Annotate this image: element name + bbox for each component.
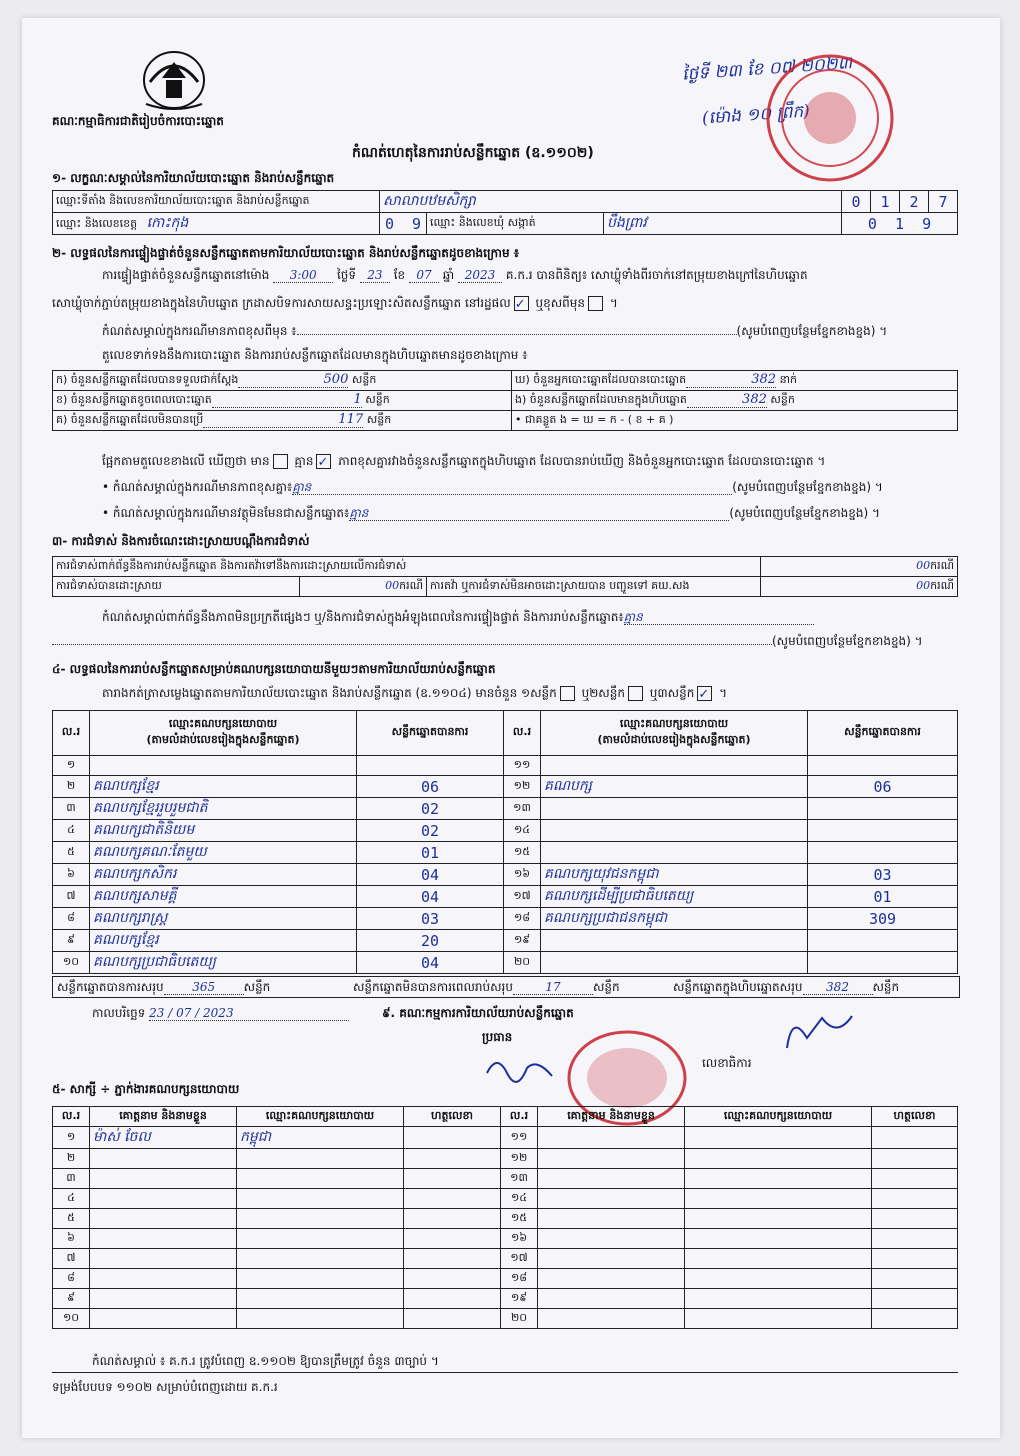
party-votes: 03 xyxy=(808,864,958,886)
party-votes: 01 xyxy=(357,842,504,864)
table-row xyxy=(53,1189,958,1209)
party-name xyxy=(541,930,808,952)
fig-d: ឃ) ចំនួនអ្នកបោះឆ្នោតដែលបានបោះឆ្នោត 382 នាក់ xyxy=(512,371,958,391)
witness-signature xyxy=(872,1149,958,1169)
party-votes xyxy=(808,820,958,842)
table-row xyxy=(53,930,958,952)
results-table xyxy=(52,710,958,974)
witness-signature xyxy=(404,1127,501,1149)
commune-label: ឈ្មោះ និងលេខឃុំ សង្កាត់ xyxy=(427,213,604,235)
row-no: ១៦ xyxy=(501,1229,538,1249)
party-name: គណបក្សកសិករ xyxy=(90,864,357,886)
row-no: ១២ xyxy=(501,1149,538,1169)
party-name xyxy=(90,756,357,776)
party-votes: 03 xyxy=(357,908,504,930)
witness-signature xyxy=(872,1309,958,1329)
w-col-name: គោត្តនាម និងនាមខ្លួន xyxy=(90,1107,237,1127)
appeal-label: ការតវ៉ា ឬការជំទាស់មិនអាចដោះស្រាយបាន បញ្ជូនទៅ គឃ.សង xyxy=(427,577,761,597)
witness-signature xyxy=(872,1189,958,1209)
witness-name xyxy=(90,1289,237,1309)
chair-signature-icon xyxy=(482,1048,572,1088)
row-no: ៦ xyxy=(53,1229,90,1249)
witness-name xyxy=(90,1269,237,1289)
table-row xyxy=(53,952,958,974)
row-no: ១ xyxy=(53,756,90,776)
party-name xyxy=(541,842,808,864)
party-votes xyxy=(357,756,504,776)
witness-party: កម្ពុជា xyxy=(237,1127,404,1149)
party-votes: 06 xyxy=(808,776,958,798)
footer-note: កំណត់សម្គាល់ ៖ គ.ក.រ ត្រូវបំពេញ ឧ.១១០២ ឱ្យបានត្រឹមត្រូវ ចំនួន ៣ច្បាប់ ។ xyxy=(92,1354,439,1368)
table-row xyxy=(53,1249,958,1269)
row-no: ៨ xyxy=(53,908,90,930)
witness-name xyxy=(90,1149,237,1169)
col-party: ឈ្មោះគណបក្សនយោបាយ (តាមលំដាប់លេខរៀងក្នុងសន្លឹកឆ្នោត) xyxy=(90,711,357,756)
row-no: ១៨ xyxy=(501,1269,538,1289)
witness-party xyxy=(685,1149,872,1169)
province-label: ឈ្មោះ និងលេខខេត្ត កោះកុង xyxy=(53,213,380,235)
witness-signature xyxy=(404,1229,501,1249)
row-no: ៧ xyxy=(53,886,90,908)
section1-title: ១- លក្ខណៈសម្គាល់នៃការិយាល័យបោះឆ្នោត និងរាប់សន្លឹកឆ្នោត xyxy=(52,171,335,185)
witness-name xyxy=(538,1229,685,1249)
committee-name: គណៈកម្មាធិការជាតិរៀបចំការបោះឆ្នោត xyxy=(52,114,224,128)
row-no: ១៤ xyxy=(504,820,541,842)
irregularity-note: កំណត់សម្គាល់ពាក់ព័ន្ធនឹងភាពមិនប្រក្រតីផ្សេងៗ ឬ/និងការជំទាស់ក្នុងអំឡុងពេលនៃការផ្ទៀងផ្ទាត់ និងការរាប់សន្លឹកឆ្នោត៖គ្មាន xyxy=(102,610,814,625)
fig-b: ខ) ចំនួនសន្លឹកឆ្នោតខូចពេលបោះឆ្នោត 1 សន្លឹក xyxy=(53,391,512,411)
table-row xyxy=(53,1169,958,1189)
party-votes: 309 xyxy=(808,908,958,930)
witness-signature xyxy=(872,1289,958,1309)
row-no: ៥ xyxy=(53,842,90,864)
table-row xyxy=(53,864,958,886)
table-row xyxy=(53,1229,958,1249)
official-seal-icon xyxy=(760,48,900,188)
col-votes-right: សន្លឹកឆ្នោតបានការ xyxy=(808,711,958,756)
commune-code: 0 1 9 xyxy=(842,213,958,235)
party-name: គណបក្ស xyxy=(541,776,808,798)
row-no: ១៥ xyxy=(504,842,541,864)
formula: • ជាគន្លួត ង = ឃ = ក - ( ខ + គ ) xyxy=(512,411,958,431)
table-row xyxy=(53,842,958,864)
witness-party xyxy=(685,1229,872,1249)
party-votes xyxy=(808,798,958,820)
table-row xyxy=(53,1149,958,1169)
w-col-party-right: ឈ្មោះគណបក្សនយោបាយ xyxy=(685,1107,872,1127)
secretary-signature-icon xyxy=(782,1008,862,1058)
total-valid: 365 xyxy=(164,980,244,995)
nec-emblem-icon xyxy=(134,42,214,112)
party-name: គណបក្សដើម្បីប្រជាធិបតេយ្យ xyxy=(541,886,808,908)
row-no: ១៧ xyxy=(504,886,541,908)
witness-party xyxy=(237,1309,404,1329)
location-label: ឈ្មោះទីតាំង និងលេខការិយាល័យបោះឆ្នោត និងរាប់សន្លឹកឆ្នោត xyxy=(53,191,380,213)
date-value: 23 / 07 / 2023 xyxy=(149,1006,349,1021)
location-value: សាលាបឋមសិក្សា xyxy=(380,191,842,213)
party-votes xyxy=(808,756,958,776)
witness-name xyxy=(90,1169,237,1189)
row-no: ១០ xyxy=(53,1309,90,1329)
witness-party xyxy=(685,1269,872,1289)
party-votes: 04 xyxy=(357,952,504,974)
witness-name: ម៉ាស់ ចែល xyxy=(90,1127,237,1149)
witness-signature xyxy=(404,1209,501,1229)
party-votes: 20 xyxy=(357,930,504,952)
figures-table xyxy=(52,370,958,431)
row-no: ១៨ xyxy=(504,908,541,930)
location-code-3: 2 xyxy=(900,191,929,213)
row-no: ១៩ xyxy=(501,1289,538,1309)
witness-name xyxy=(538,1169,685,1189)
province-code: 0 9 xyxy=(380,213,427,235)
witness-signature xyxy=(404,1169,501,1189)
date-line: កាលបរិច្ឆេទ 23 / 07 / 2023 xyxy=(92,1006,349,1021)
object-bullet: • កំណត់សម្គាល់ក្នុងករណីមានវត្ថុមិនមែនជាសន្លឹកឆ្នោត៖គ្មាន (សូមបំពេញបន្ថែមខ្នែកខាងខ្នង) ។ xyxy=(102,506,880,520)
witness-name xyxy=(90,1249,237,1269)
stamp-note-time: (ម៉ោង ១០ ព្រឹក) xyxy=(701,101,811,129)
party-name: គណបក្សគណៈតែមួយ xyxy=(90,842,357,864)
no-diff-checkbox[interactable] xyxy=(316,454,331,469)
witness-name xyxy=(538,1309,685,1329)
witness-signature xyxy=(872,1229,958,1249)
witness-signature xyxy=(404,1149,501,1169)
party-name: គណបក្សប្រជាជនកម្ពុជា xyxy=(541,908,808,930)
party-name xyxy=(541,952,808,974)
table-row xyxy=(53,908,958,930)
witness-name xyxy=(90,1309,237,1329)
row-no: ១៤ xyxy=(501,1189,538,1209)
witness-party xyxy=(685,1127,872,1149)
party-name: គណបក្សខ្មែរ xyxy=(90,930,357,952)
witness-party xyxy=(237,1169,404,1189)
witness-signature xyxy=(404,1289,501,1309)
witness-name xyxy=(538,1249,685,1269)
row-no: ៧ xyxy=(53,1249,90,1269)
w-col-name-right: គោត្តនាម និងនាមខ្លួន xyxy=(538,1107,685,1127)
diff-note-line: កំណត់សម្គាល់ក្នុងករណីមានភាពខុសពីមុន ៖ (សូមបំពេញបន្ថែមខ្នែកខាងខ្នង) ។ xyxy=(102,324,888,338)
party-votes xyxy=(808,952,958,974)
witness-name xyxy=(90,1209,237,1229)
chair-label: ប្រធាន xyxy=(482,1030,513,1044)
tally-sheet-line: តារាងកត់ត្រាសម្លេងឆ្នោតតាមការិយាល័យបោះឆ្នោត និងរាប់សន្លឹកឆ្នោត (ឧ.១១០៤) មានចំនួន ១សន្លឹក ឬ២សន្លឹក ឬ៣សន្លឹក✓ ។ xyxy=(102,686,727,701)
row-no: ២០ xyxy=(504,952,541,974)
w-col-sign-right: ហត្ថលេខា xyxy=(872,1107,958,1127)
secretary-label: លេខាធិការ xyxy=(702,1056,752,1070)
row-no: ១២ xyxy=(504,776,541,798)
row-no: ២០ xyxy=(501,1309,538,1329)
section3-title: ៣- ការជំទាស់ និងការចំណេះដោះស្រាយបណ្តឹងការជំទាស់ xyxy=(52,534,310,548)
witness-party xyxy=(237,1209,404,1229)
signers-title: ៩. គណៈកម្មការការិយាល័យរាប់សន្លឹកឆ្នោត xyxy=(382,1006,574,1020)
witness-name xyxy=(538,1269,685,1289)
row-no: ១១ xyxy=(504,756,541,776)
w-col-no: ល.រ xyxy=(53,1107,90,1127)
witness-table xyxy=(52,1106,958,1329)
row-no: ៣ xyxy=(53,1169,90,1189)
has-diff-checkbox[interactable] xyxy=(273,454,288,469)
row-no: ៤ xyxy=(53,1189,90,1209)
witness-party xyxy=(237,1249,404,1269)
row-no: ២ xyxy=(53,776,90,798)
party-name xyxy=(541,820,808,842)
appeal-value: 00ករណី xyxy=(761,577,958,597)
footer-divider xyxy=(52,1372,958,1373)
row-no: ២ xyxy=(53,1149,90,1169)
row-no: ១៥ xyxy=(501,1209,538,1229)
witness-party xyxy=(685,1189,872,1209)
party-votes: 06 xyxy=(357,776,504,798)
party-votes: 02 xyxy=(357,820,504,842)
witness-name xyxy=(538,1149,685,1169)
verify-line1: ការផ្ទៀងផ្ទាត់ចំនួនសន្លឹកឆ្នោតនៅម៉ោង 3:00 ថ្ងៃទី 23 ខែ 07 ឆ្នាំ 2023 គ.ក.រ បានពិនិត្យ៖ សោឃ្លុំទាំងពីរចាក់នៅតម្រុយខាងក្រៅនៃហិបឆ្នោត xyxy=(102,268,808,282)
party-name: គណបក្សប្រជាធិបតេយ្យ xyxy=(90,952,357,974)
party-name: គណបក្សរាស្ត្រ xyxy=(90,908,357,930)
row-no: ៩ xyxy=(53,1289,90,1309)
row-no: ៦ xyxy=(53,864,90,886)
witness-name xyxy=(538,1189,685,1209)
tally-1-checkbox[interactable] xyxy=(560,686,575,701)
party-votes: 01 xyxy=(808,886,958,908)
objection-label: ការជំទាស់ពាក់ព័ន្ធនឹងការរាប់សន្លឹកឆ្នោត និងការតវ៉ាទៅនឹងការដោះស្រាយលើការជំទាស់ xyxy=(53,557,761,577)
fig-c: គ) ចំនួនសន្លឹកឆ្នោតដែលមិនបានប្រើ 117 សន្លឹក xyxy=(53,411,512,431)
witness-signature xyxy=(872,1169,958,1189)
col-votes: សន្លឹកឆ្នោតបានការ xyxy=(357,711,504,756)
witness-party xyxy=(237,1269,404,1289)
total-box: 382 xyxy=(803,980,873,995)
witness-signature xyxy=(872,1209,958,1229)
party-name: គណបក្សជាតិនិយម xyxy=(90,820,357,842)
witness-party xyxy=(685,1249,872,1269)
party-name xyxy=(541,756,808,776)
witness-name xyxy=(538,1289,685,1309)
w-col-no-right: ល.រ xyxy=(501,1107,538,1127)
table-row xyxy=(53,798,958,820)
party-name: គណបក្សខ្មែររួបរួមជាតិ xyxy=(90,798,357,820)
witness-signature xyxy=(404,1309,501,1329)
party-name: គណបក្សយុវជនកម្ពុជា xyxy=(541,864,808,886)
witness-party xyxy=(685,1169,872,1189)
stamp-note-date: ថ្ងៃទី ២៣ ខែ ០៧ ២០២៣ xyxy=(681,53,853,85)
row-no: ១៧ xyxy=(501,1249,538,1269)
witness-signature xyxy=(404,1189,501,1209)
irregularity-fill: (សូមបំពេញបន្ថែមខ្នែកខាងខ្នង) ។ xyxy=(52,634,958,648)
row-no: ១៩ xyxy=(504,930,541,952)
witness-signature xyxy=(872,1269,958,1289)
row-no: ១៣ xyxy=(501,1169,538,1189)
form-code: ទម្រង់បែបបទ ១១០២ សម្រាប់បំពេញដោយ គ.ក.រ xyxy=(52,1380,278,1394)
party-votes: 04 xyxy=(357,864,504,886)
row-no: ១ xyxy=(53,1127,90,1149)
location-code-2: 1 xyxy=(871,191,900,213)
row-no: ១៣ xyxy=(504,798,541,820)
seal-changed-checkbox[interactable] xyxy=(588,296,603,311)
row-no: ៥ xyxy=(53,1209,90,1229)
form-title: កំណត់ហេតុនៃការរាប់សន្លឹកឆ្នោត (ឧ.១១០២) xyxy=(352,145,594,161)
witness-party xyxy=(237,1189,404,1209)
commune-value: បឹងព្រាវ xyxy=(604,213,842,235)
fig-e: ង) ចំនួនសន្លឹកឆ្នោតដែលមានក្នុងហិបឆ្នោត 382 សន្លឹក xyxy=(512,391,958,411)
form-page xyxy=(22,18,1000,1438)
total-invalid: 17 xyxy=(513,980,593,995)
section1-table xyxy=(52,190,958,235)
w-col-sign: ហត្ថលេខា xyxy=(404,1107,501,1127)
party-votes: 04 xyxy=(357,886,504,908)
totals-row: សន្លឹកឆ្នោតបានការសរុប 365 សន្លឹក សន្លឹកឆ្នោតមិនបានការពេលរាប់សរុប 17 សន្លឹក សន្លឹកឆ្នោតក្នុងហិបឆ្នោតសរុប 382 សន្លឹក xyxy=(52,976,960,998)
party-name xyxy=(541,798,808,820)
witness-party xyxy=(685,1309,872,1329)
witness-party xyxy=(237,1289,404,1309)
location-code-4: 7 xyxy=(929,191,958,213)
objection-value: 00ករណី xyxy=(761,557,958,577)
section4-title: ៤- លទ្ធផលនៃការរាប់សន្លឹកឆ្នោតសម្រាប់គណបក្សនយោបាយនីមួយៗតាមការិយាល័យរាប់សន្លឹកឆ្នោត xyxy=(52,662,496,676)
witness-name xyxy=(538,1209,685,1229)
row-no: ៨ xyxy=(53,1269,90,1289)
table-row xyxy=(53,1309,958,1329)
witness-name xyxy=(90,1189,237,1209)
verify-line2: សោឃ្លុំចាក់ភ្ជាប់តម្រុយខាងក្នុងនៃហិបឆ្នោត ក្រដាសបិទការសាយសន្ទះប្រឡោះសិតសន្លឹកឆ្នោត នៅរដ្ឋផល✓ ឬខុសពីមុន ។ xyxy=(52,296,618,311)
witness-signature xyxy=(872,1127,958,1149)
table-row xyxy=(53,756,958,776)
row-no: ១១ xyxy=(501,1127,538,1149)
row-no: ១៦ xyxy=(504,864,541,886)
party-votes: 02 xyxy=(357,798,504,820)
compare-line: ផ្អែកតាមតួលេខខាងលើ ឃើញថា មាន គ្មាន✓ ភាពខុសគ្នារវាងចំនួនសន្លឹកឆ្នោតក្នុងហិបឆ្នោត ដែលបានរាប់ឃើញ និងចំនួនអ្នកបោះឆ្នោត ដែលបានបោះឆ្នោត ។ xyxy=(102,454,825,469)
row-no: ៤ xyxy=(53,820,90,842)
fig-a: ក) ចំនួនសន្លឹកឆ្នោតដែលបានទទួលជាក់ស្តែង 500 សន្លឹក xyxy=(53,371,512,391)
witness-party xyxy=(685,1289,872,1309)
row-no: ៣ xyxy=(53,798,90,820)
table-row xyxy=(53,1269,958,1289)
row-no: ៩ xyxy=(53,930,90,952)
table-row xyxy=(53,820,958,842)
section2-title: ២- លទ្ធផលនៃការផ្ទៀងផ្ទាត់ចំនួនសន្លឹកឆ្នោតតាមការិយាល័យបោះឆ្នោត និងរាប់សន្លឹកឆ្នោតដូចខាងក្រោម ៖ xyxy=(52,246,520,260)
figures-intro: តួលេខទាក់ទងនឹងការបោះឆ្នោត និងការរាប់សន្លឹកឆ្នោតដែលមានក្នុងហិបឆ្នោតមានដូចខាងក្រោម ៖ xyxy=(102,348,528,362)
location-code-1: 0 xyxy=(842,191,871,213)
diff-bullet: • កំណត់សម្គាល់ក្នុងករណីមានភាពខុសគ្នា៖គ្មាន (សូមបំពេញបន្ថែមខ្នែកខាងខ្នង) ។ xyxy=(102,480,883,494)
tally-3-checkbox[interactable] xyxy=(697,686,712,701)
col-party-right: ឈ្មោះគណបក្សនយោបាយ (តាមលំដាប់លេខរៀងក្នុងសន្លឹកឆ្នោត) xyxy=(541,711,808,756)
tally-2-checkbox[interactable] xyxy=(628,686,643,701)
table-row xyxy=(53,886,958,908)
witness-signature xyxy=(404,1269,501,1289)
table-row xyxy=(53,776,958,798)
witness-signature xyxy=(404,1249,501,1269)
witness-name xyxy=(90,1229,237,1249)
section3-table xyxy=(52,556,958,597)
w-col-party: ឈ្មោះគណបក្សនយោបាយ xyxy=(237,1107,404,1127)
party-votes xyxy=(808,930,958,952)
witness-signature xyxy=(872,1249,958,1269)
party-votes xyxy=(808,842,958,864)
table-row xyxy=(53,1209,958,1229)
party-name: គណបក្សសាមគ្គី xyxy=(90,886,357,908)
province-value: កោះកុង xyxy=(146,215,189,231)
col-no-right: ល.រ xyxy=(504,711,541,756)
witness-party xyxy=(237,1149,404,1169)
col-no: ល.រ xyxy=(53,711,90,756)
resolved-value: 00ករណី xyxy=(300,577,427,597)
table-row xyxy=(53,1127,958,1149)
resolved-label: ការជំទាស់បានដោះស្រាយ xyxy=(53,577,300,597)
witness-party xyxy=(237,1229,404,1249)
seal-intact-checkbox[interactable] xyxy=(514,296,529,311)
table-row xyxy=(53,1289,958,1309)
party-name: គណបក្សខ្មែរ xyxy=(90,776,357,798)
witness-name xyxy=(538,1127,685,1149)
row-no: ១០ xyxy=(53,952,90,974)
witness-party xyxy=(685,1209,872,1229)
section5-title: ៥- សាក្សី ÷ ភ្នាក់ងារគណបក្សនយោបាយ xyxy=(52,1082,240,1096)
